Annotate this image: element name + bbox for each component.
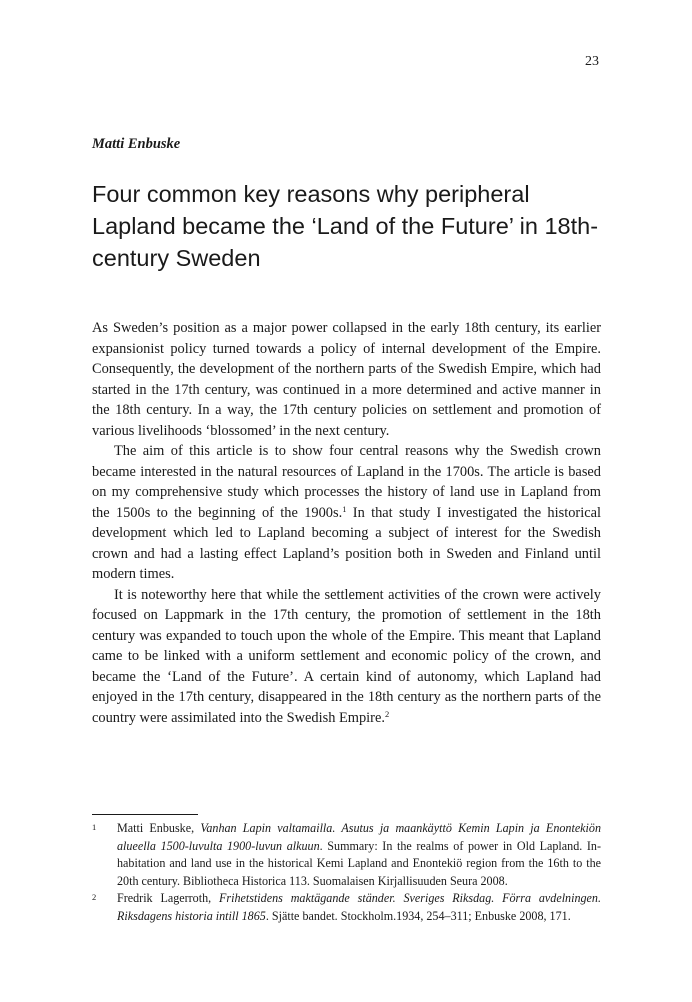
footnote-number: 1 xyxy=(92,822,97,832)
paragraph-3 xyxy=(92,585,601,729)
paragraph-2 xyxy=(92,441,601,585)
paragraph-text: The aim of this article is to show four central reasons why the Swedish crown became interested in the natural resources of Lapland in the 1700s. The article is based on my comprehensive study which processes the history of land use in Lapland from the 1500s to the beginning of the 1900s. xyxy=(92,443,601,521)
article-title: Four common key reasons why peripheral Lapland became the ‘Land of the Future’ in 18th-century Sweden xyxy=(92,181,599,271)
footnote-item xyxy=(92,820,601,890)
footnote-divider xyxy=(92,814,198,815)
footnote-ref[interactable]: 2 xyxy=(384,708,390,719)
footnote-rest: . Sjätte bandet. Stockholm.1934, 254–311; Enbuske 2008, 171. xyxy=(265,908,571,923)
footnote-italic-title: Vanhan Lapin valtamailla. Asutus ja maankäyttö Kemin Lapin ja Enontekiön alueella 1500-luvulta 1900-luvun alkuun xyxy=(117,821,602,853)
author-name: Matti Enbuske xyxy=(92,136,181,152)
footnote-ref[interactable]: 1 xyxy=(342,503,347,514)
footnote-text xyxy=(117,890,601,925)
footnote-lead: Fredrik Lagerroth, xyxy=(117,891,220,905)
paragraph-text: It is noteworthy here that while the settlement activities of the crown were actively focused on Lappmark in the 17th century, the promotion of settlement in the 18th century was expanded to touch upon the whole of the Empire. This meant that Lapland came to be linked with a uniform settlement and economic policy of the crown, and became the ‘Land of the Future’. A certain kind of autonomy, which Lapland had enjoyed in the 17th century, disappeared in the 18th century as the northern parts of the country were assimilated into the Swedish Empire. xyxy=(92,586,601,726)
paragraph-text: In that study I investigated the historical development which led to Lapland becoming a subject of interest for the Swedish crown and had a lasting effect Lapland’s position both in Sweden and Finland until modern times. xyxy=(92,504,601,582)
paragraph-text: As Sweden’s position as a major power collapsed in the early 18th century, its earlier expansionist policy turned towards a policy of internal development of the Empire. Consequently, the development of the northern parts of the Swedish Empire, which had started in the 17th century, was continued in a more determined and active manner in the 18th century. In a way, the 17th century policies on settlement and promotion of various livelihoods ‘blossomed’ in the next century. xyxy=(92,320,601,439)
paragraph-1 xyxy=(92,318,601,441)
footnote-lead: Matti Enbuske, xyxy=(117,821,201,835)
footnote-text xyxy=(117,820,601,890)
page-number: 23 xyxy=(585,54,599,69)
footnote-item xyxy=(92,890,601,925)
footnote-italic-title: Frihetstidens maktägande ständer. Sveriges Riksdag. Förra avdelningen. Riksdagens historia intill 1865 xyxy=(117,891,601,923)
footnote-number: 2 xyxy=(92,892,97,902)
article-body xyxy=(92,318,601,728)
footnote-rest: . Summary: In the realms of power in Old Lapland. In-habitation and land use in the historical Kemi Lapland and Enontekiö region from the 16th to the 20th century. Bibliotheca Historica 113. Suomalaisen Kirjallisuuden Seura 2008. xyxy=(117,838,601,888)
footnotes xyxy=(92,820,601,925)
